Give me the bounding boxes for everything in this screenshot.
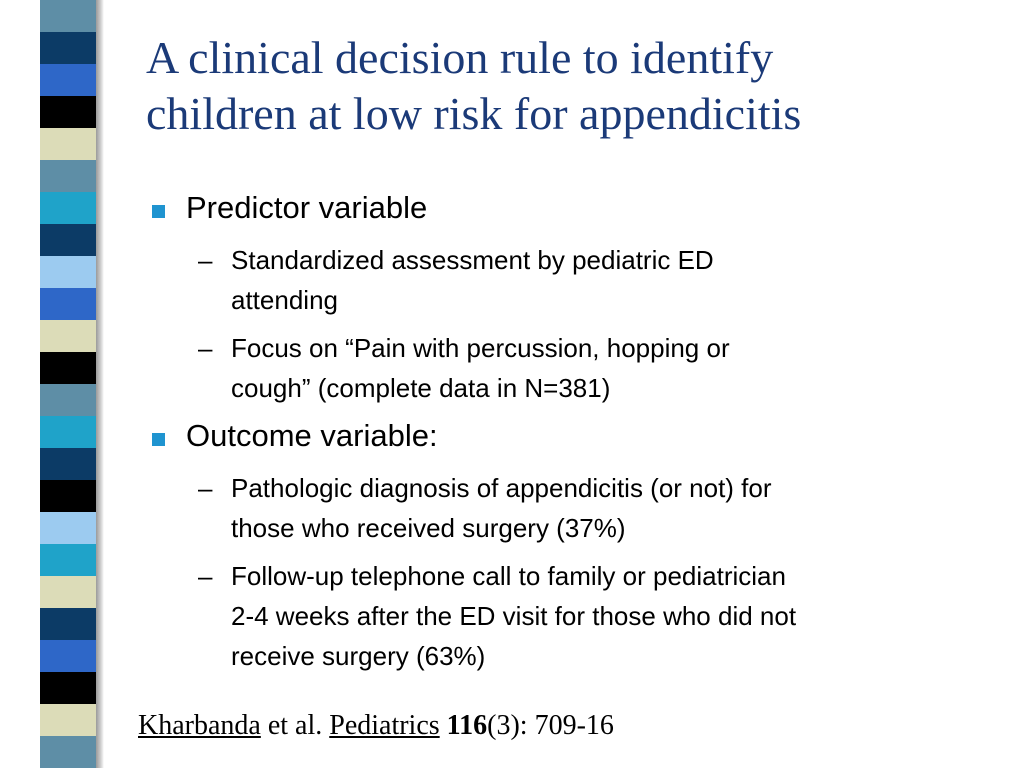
subitem-line: Follow-up telephone call to family or pediatrician xyxy=(231,561,786,591)
title-line-1: A clinical decision rule to identify xyxy=(146,32,774,83)
decorative-stripe xyxy=(40,320,96,353)
subitem-line: receive surgery (63%) xyxy=(231,641,486,671)
citation-etal: et al. xyxy=(260,710,330,741)
subitem-line: Pathologic diagnosis of appendicitis (or not) for xyxy=(231,473,772,503)
citation-pages: (3): 709-16 xyxy=(487,710,614,741)
decorative-stripe xyxy=(40,672,96,705)
decorative-stripe xyxy=(40,160,96,193)
square-bullet-icon xyxy=(152,433,165,446)
dash-icon: – xyxy=(198,473,213,503)
subitem-pathologic xyxy=(146,468,1006,548)
citation-journal-link[interactable]: Pediatrics xyxy=(329,710,440,741)
subitem-line: 2-4 weeks after the ED visit for those who did not xyxy=(231,601,797,631)
square-bullet-icon xyxy=(152,205,165,218)
decorative-stripe-column xyxy=(40,0,96,768)
decorative-stripe xyxy=(40,512,96,545)
title-line-2: children at low risk for appendicitis xyxy=(146,88,802,139)
citation-volume: 116 xyxy=(446,710,488,741)
subitem-line: attending xyxy=(231,285,338,315)
decorative-stripe xyxy=(40,704,96,737)
subitem-followup xyxy=(146,556,1006,676)
decorative-stripe xyxy=(40,64,96,97)
decorative-stripe xyxy=(40,96,96,129)
dash-icon: – xyxy=(198,333,213,363)
subitem-line: cough” (complete data in N=381) xyxy=(231,373,611,403)
decorative-stripe xyxy=(40,640,96,673)
decorative-stripe xyxy=(40,416,96,449)
subitem-line: Focus on “Pain with percussion, hopping or xyxy=(231,333,730,363)
subitem-line: those who received surgery (37%) xyxy=(231,513,626,543)
decorative-stripe xyxy=(40,608,96,641)
decorative-stripe xyxy=(40,544,96,577)
decorative-stripe xyxy=(40,352,96,385)
citation xyxy=(138,708,1018,744)
decorative-stripe xyxy=(40,480,96,513)
slide-body xyxy=(146,188,1006,684)
decorative-stripe xyxy=(40,128,96,161)
subitem-line: Standardized assessment by pediatric ED xyxy=(231,245,714,275)
decorative-stripe xyxy=(40,576,96,609)
subitem-focus xyxy=(146,328,1006,408)
bullet-text: Outcome variable: xyxy=(186,418,438,453)
slide-title xyxy=(146,30,1006,142)
dash-icon: – xyxy=(198,245,213,275)
stripe-shadow xyxy=(96,0,104,768)
decorative-stripe xyxy=(40,448,96,481)
decorative-stripe xyxy=(40,288,96,321)
subitem-standardized xyxy=(146,240,1006,320)
decorative-stripe xyxy=(40,32,96,65)
decorative-stripe xyxy=(40,256,96,289)
bullet-outcome xyxy=(146,416,1006,456)
dash-icon: – xyxy=(198,561,213,591)
citation-author-link[interactable]: Kharbanda xyxy=(138,710,261,741)
bullet-predictor xyxy=(146,188,1006,228)
decorative-stripe xyxy=(40,224,96,257)
decorative-stripe xyxy=(40,736,96,768)
bullet-text: Predictor variable xyxy=(186,190,428,225)
decorative-stripe xyxy=(40,192,96,225)
decorative-stripe xyxy=(40,0,96,33)
decorative-stripe xyxy=(40,384,96,417)
